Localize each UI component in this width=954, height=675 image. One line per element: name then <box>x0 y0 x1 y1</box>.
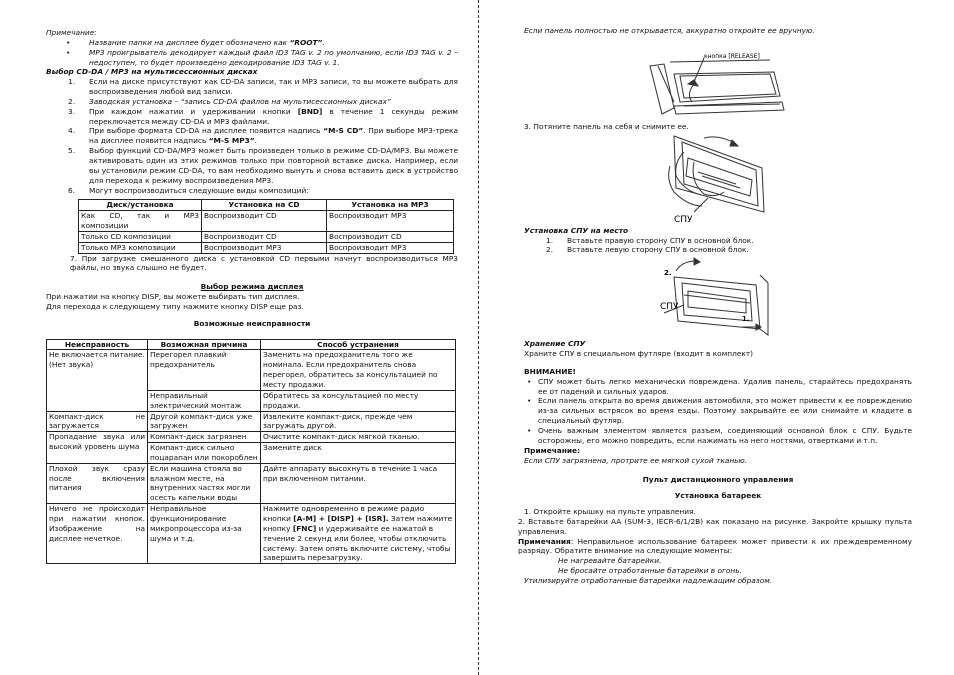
attention-list <box>524 377 912 446</box>
release-button-label: кнопка [RELEASE] <box>704 52 760 60</box>
table-row: Неправильный электрический монтаж Обратитесь за консультацией по месту продажи. <box>47 390 456 411</box>
storage-title: Хранение СПУ <box>524 339 586 349</box>
spu-label-fig2: СПУ <box>674 214 693 225</box>
page-divider <box>478 0 479 675</box>
note-bullet-1: • Название папки на дисплее будет обозначено как “ROOT”. <box>46 38 458 48</box>
battery-step-2: 2. Вставьте батарейки AA (SUM-3, IECR-6/1/2B) как показано на рисунке. Закройте крышку пульта управления. <box>518 516 912 536</box>
table-row: Ничего не происходит при нажатии кнопок. Изображение на дисплее нечеткое. Неправильное функционирование микропроцессора из-за шума и т.д. Нажмите одновременно в режиме радио кнопки [A-M] + [DISP] + [ISR]. Затем нажмите кнопку [FNC] и удерживайте ее нажатой в течение 2 секунд или более, чтобы отключить систему. Затем опять включите систему, чтобы завершить перезагрузку. <box>47 504 456 564</box>
display-line-1: При нажатии на кнопку DISP, вы можете выбирать тип дисплея. <box>46 292 300 302</box>
disc-mode-table <box>78 199 454 253</box>
fig3-step-1: 1. <box>742 315 750 324</box>
note-bullet-2: • MP3 проигрыватель декодирует каждый файл ID3 TAG v. 2 по умолчанию, если ID3 TAG v. 2 – недоступен, то будет произведено декодирование ID3 TAG v. 1. <box>46 48 458 68</box>
install-item-2: 2. Вставьте левую сторону СПУ в основной блок. <box>546 245 749 255</box>
spu-label-fig3: СПУ <box>660 302 679 313</box>
attention-title: ВНИМАНИЕ! <box>524 366 576 376</box>
install-figure <box>524 255 912 339</box>
remove-panel-figure <box>524 132 912 226</box>
battery-recycle: Утилизируйте отработанные батарейки надлежащим образом. <box>524 575 773 585</box>
install-list <box>524 236 912 256</box>
attention-item: • Очень важным элементом является разъем, соединяющий основной блок с СПУ. Будьте осторожны, его можно повредить, если нажимать на него ногтями, отвертками и т.п. <box>524 426 912 446</box>
cdda-item-2: 2. Заводская установка – “запись CD-DA файлов на мультисессионных дисках” <box>68 96 391 106</box>
table-row: Как CD, так и MP3 композиции Воспроизводит CD Воспроизводит MP3 <box>79 211 454 232</box>
step-3: 3. Потяните панель на себя и снимите ее. <box>524 121 689 131</box>
battery-title: Установка батареек <box>674 491 762 501</box>
table2-header: Возможная причина <box>148 339 261 350</box>
install-item-1: 1. Вставьте правую сторону СПУ в основной блок. <box>546 235 754 245</box>
table-row: Только MP3 композиции Воспроизводит MP3 Воспроизводит MP3 <box>79 242 454 253</box>
note-bullets <box>46 38 458 68</box>
remote-title: Пульт дистанционного управления <box>642 475 794 485</box>
cdda-item-6: 6. Могут воспроизводиться следующие виды композиций: <box>68 185 309 195</box>
release-illustration <box>524 36 912 122</box>
cdda-list <box>46 77 458 195</box>
note-title: Примечание: <box>46 28 97 37</box>
table-row: Компакт-диск сильно поцарапан или покороблен Замените диск <box>47 443 456 464</box>
faults-table <box>46 339 456 565</box>
left-column <box>46 28 458 564</box>
fig3-step-2: 2. <box>664 269 672 278</box>
cdda-item-1: 1. Если на диске присутствуют как CD-DA записи, так и MP3 записи, то вы можете выбрать для воспроизведения любой вид записи. <box>68 77 458 97</box>
table-row: Плохой звук сразу после включения питания Если машина стояла во влажном месте, на внутренних частях могли осесть капельки воды Дайте аппарату высохнуть в течение 1 часа при включенном питании. <box>47 463 456 503</box>
note-text-right: Если СПУ загрязнена, протрите ее мягкой сухой тканью. <box>524 455 748 465</box>
table-row: Пропадание звука или высокий уровень шума Компакт-диск загрязнен Очистите компакт-диск мягкой тканью. <box>47 432 456 443</box>
battery-warning-1: Не нагревайте батарейки. <box>558 556 662 566</box>
table2-header: Неисправность <box>47 339 148 350</box>
table1-header: Установка на MP3 <box>327 200 454 211</box>
attention-item: • СПУ может быть легко механически повреждена. Удалив панель, старайтесь предохранять ее от падений и сильных ударов. <box>524 377 912 397</box>
cdda-title: Выбор CD-DA / MP3 на мультисессионных дисках <box>46 67 258 77</box>
cdda-item-3: 3. При каждом нажатии и удерживании кнопки [BND] в течение 1 секунды режим переключается между CD-DA и MP3 файлами. <box>68 106 458 126</box>
install-illustration <box>524 255 912 339</box>
battery-warning-2: Не бросайте отработанные батарейки в огонь. <box>558 566 742 576</box>
battery-step-1: 1. Откройте крышку на пульте управления. <box>524 507 696 517</box>
release-figure <box>524 36 912 122</box>
table1-header: Диск/установка <box>79 200 202 211</box>
display-line-2: Для перехода к следующему типу нажмите кнопку DISP еще раз. <box>46 301 304 311</box>
table-row: Не включается питание. (Нет звука) Перегорел плавкий предохранитель Заменить на предохранитель того же номинала. Если предохранитель снова перегорел, обратитесь за консультацией по месту продажи. <box>47 350 456 390</box>
cdda-item-7: 7. При загрузке смешанного диска с установкой CD первыми начнут воспроизводиться MP3 файлы, но звука слышно не будет. <box>70 253 458 273</box>
table1-header: Установка на CD <box>202 200 327 211</box>
battery-notes: Примечания: Неправильное использование батареек может привести к их преждевременному разряду. Обратите внимание на следующие моменты: <box>518 536 912 556</box>
table-row: Компакт-диск не загружается Другой компакт-диск уже загружен Извлеките компакт-диск, прежде чем загружать другой. <box>47 411 456 432</box>
install-title: Установка СПУ на место <box>524 225 629 235</box>
note-title-right: Примечание: <box>524 445 581 455</box>
top-note: Если панель полностью не открывается, аккуратно откройте ее вручную. <box>524 26 815 35</box>
cdda-item-4: 4. При выборе формата CD-DA на дисплее появится надпись “M-S CD”. При выборе MP3-трека на дисплее появится надпись “M-S MP3”. <box>68 126 458 146</box>
storage-text: Храните СПУ в специальном футляре (входит в комплект) <box>524 349 754 359</box>
faults-title: Возможные неисправности <box>193 318 311 328</box>
remove-panel-illustration <box>524 132 912 226</box>
display-title: Выбор режима дисплея <box>200 282 304 292</box>
right-column <box>518 26 912 586</box>
table2-header: Способ устранения <box>261 339 456 350</box>
cdda-item-5: 5. Выбор функций CD-DA/MP3 может быть произведен только в режиме CD-DA/MP3. Вы можете активировать один из этих режимов только при повторной вставке диска. Например, если вы установили режим CD-DA, то вам необходимо вынуть и снова вставить диск в устройство для перехода к режиму воспроизведения MP3. <box>68 146 458 185</box>
table-row: Только CD композиции Воспроизводит CD Воспроизводит CD <box>79 231 454 242</box>
attention-item: • Если панель открыта во время движения автомобиля, это может привести к ее повреждению из-за сильных встрясок во время езды. Поэтому закрывайте ее или снимайте и кладите в специальный футляр. <box>524 396 912 426</box>
